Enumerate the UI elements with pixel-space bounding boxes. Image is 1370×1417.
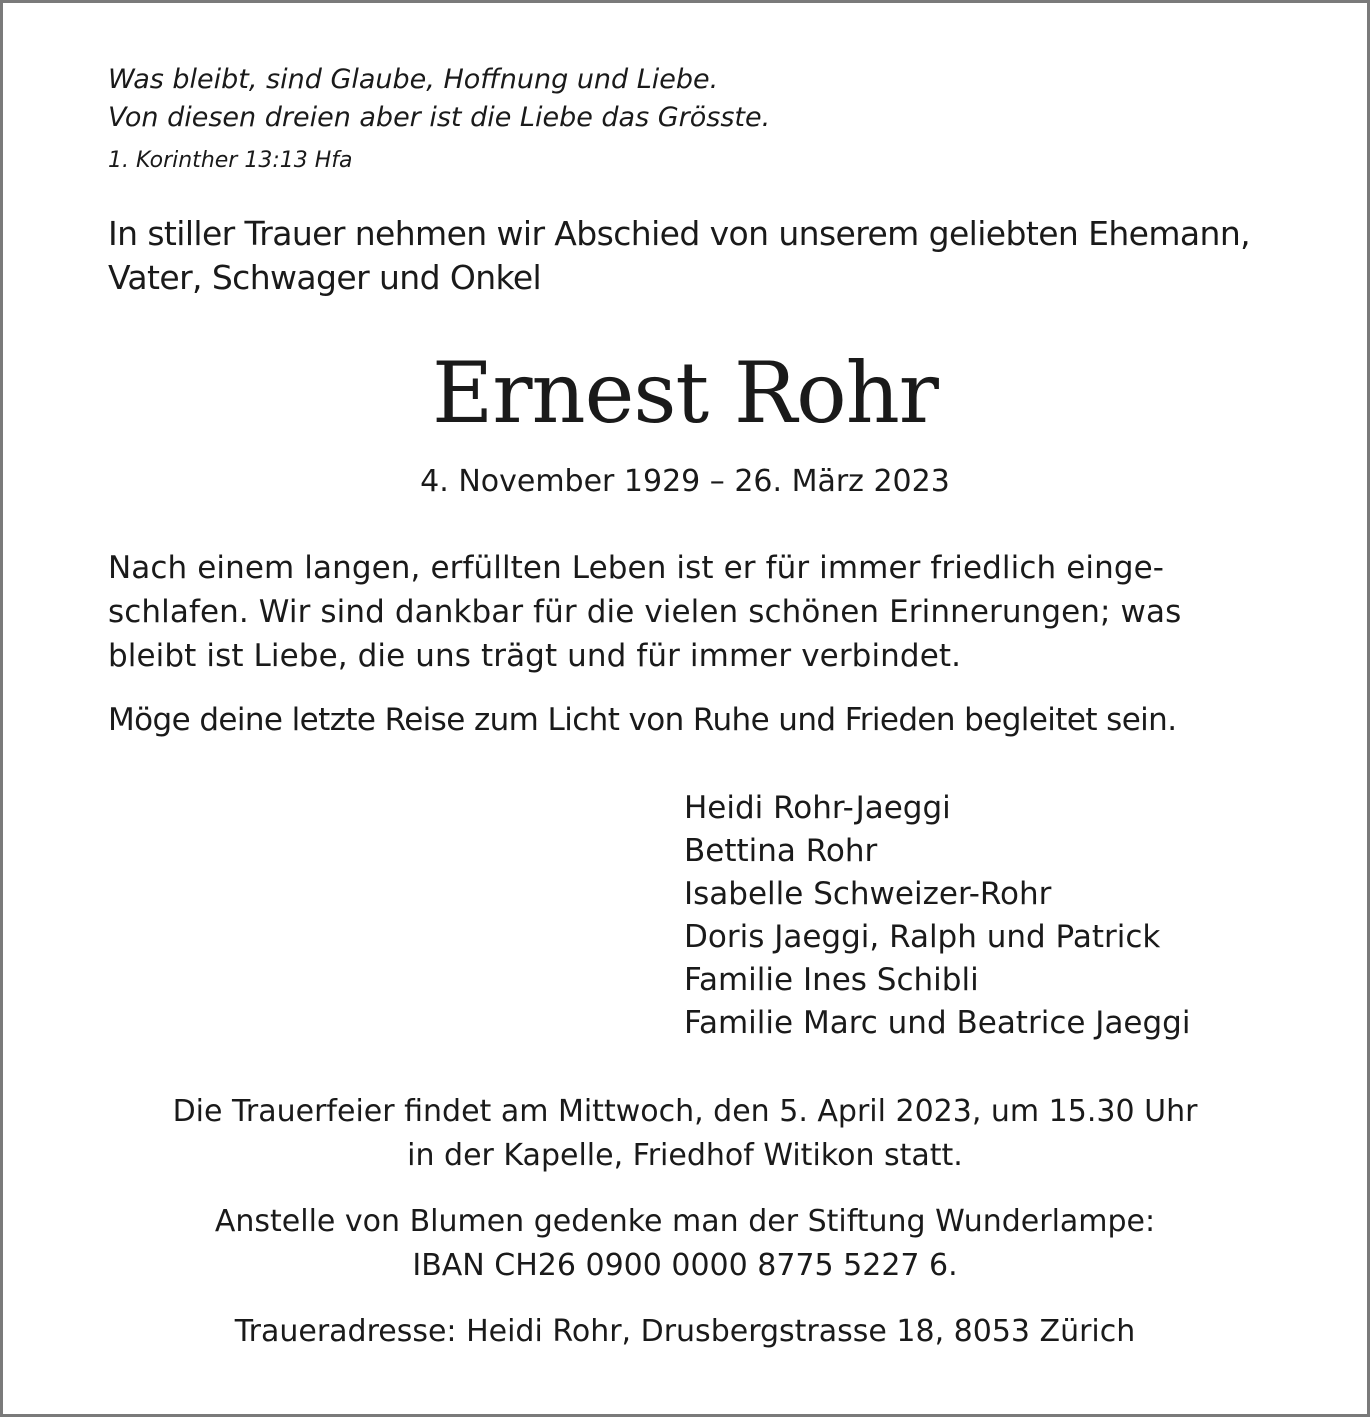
intro-line-1: In stiller Trauer nehmen wir Abschied von unserem geliebten Ehemann, <box>108 214 1251 253</box>
mourning-address: Traueradresse: Heidi Rohr, Drusbergstrasse 18, 8053 Zürich <box>234 1314 1136 1349</box>
message-line-2: schlafen. Wir sind dankbar für die vielen schönen Erinnerungen; was <box>108 594 1182 630</box>
intro-line-2: Vater, Schwager und Onkel <box>108 258 542 297</box>
donation-line-1: Anstelle von Blumen gedenke man der Stiftung Wunderlampe: <box>214 1204 1156 1239</box>
service-line-1: Die Trauerfeier findet am Mittwoch, den 5. April 2023, um 15.30 Uhr <box>172 1094 1198 1129</box>
quote-line-2: Von diesen dreien aber ist die Liebe das Grösste. <box>108 102 771 133</box>
deceased-name: Ernest Rohr <box>432 344 938 442</box>
service-line-2: in der Kapelle, Friedhof Witikon statt. <box>407 1138 963 1173</box>
mourner-name: Familie Ines Schibli <box>684 962 979 998</box>
mourner-name: Heidi Rohr-Jaeggi <box>684 790 951 826</box>
quote-reference: 1. Korinther 13:13 Hfa <box>108 148 353 173</box>
life-dates: 4. November 1929 – 26. März 2023 <box>420 464 950 499</box>
farewell-line: Möge deine letzte Reise zum Licht von Ruhe und Frieden begleitet sein. <box>108 702 1177 738</box>
message-line-3: bleibt ist Liebe, die uns trägt und für immer verbindet. <box>108 638 962 674</box>
donation-iban: IBAN CH26 0900 0000 8775 5227 6. <box>412 1248 958 1283</box>
quote-line-1: Was bleibt, sind Glaube, Hoffnung und Liebe. <box>108 64 719 95</box>
mourner-name: Isabelle Schweizer-Rohr <box>684 876 1052 912</box>
mourner-name: Familie Marc und Beatrice Jaeggi <box>684 1005 1191 1041</box>
mourner-name: Bettina Rohr <box>684 833 878 869</box>
mourner-name: Doris Jaeggi, Ralph und Patrick <box>684 919 1161 955</box>
message-line-1: Nach einem langen, erfüllten Leben ist er für immer friedlich einge- <box>108 550 1165 586</box>
